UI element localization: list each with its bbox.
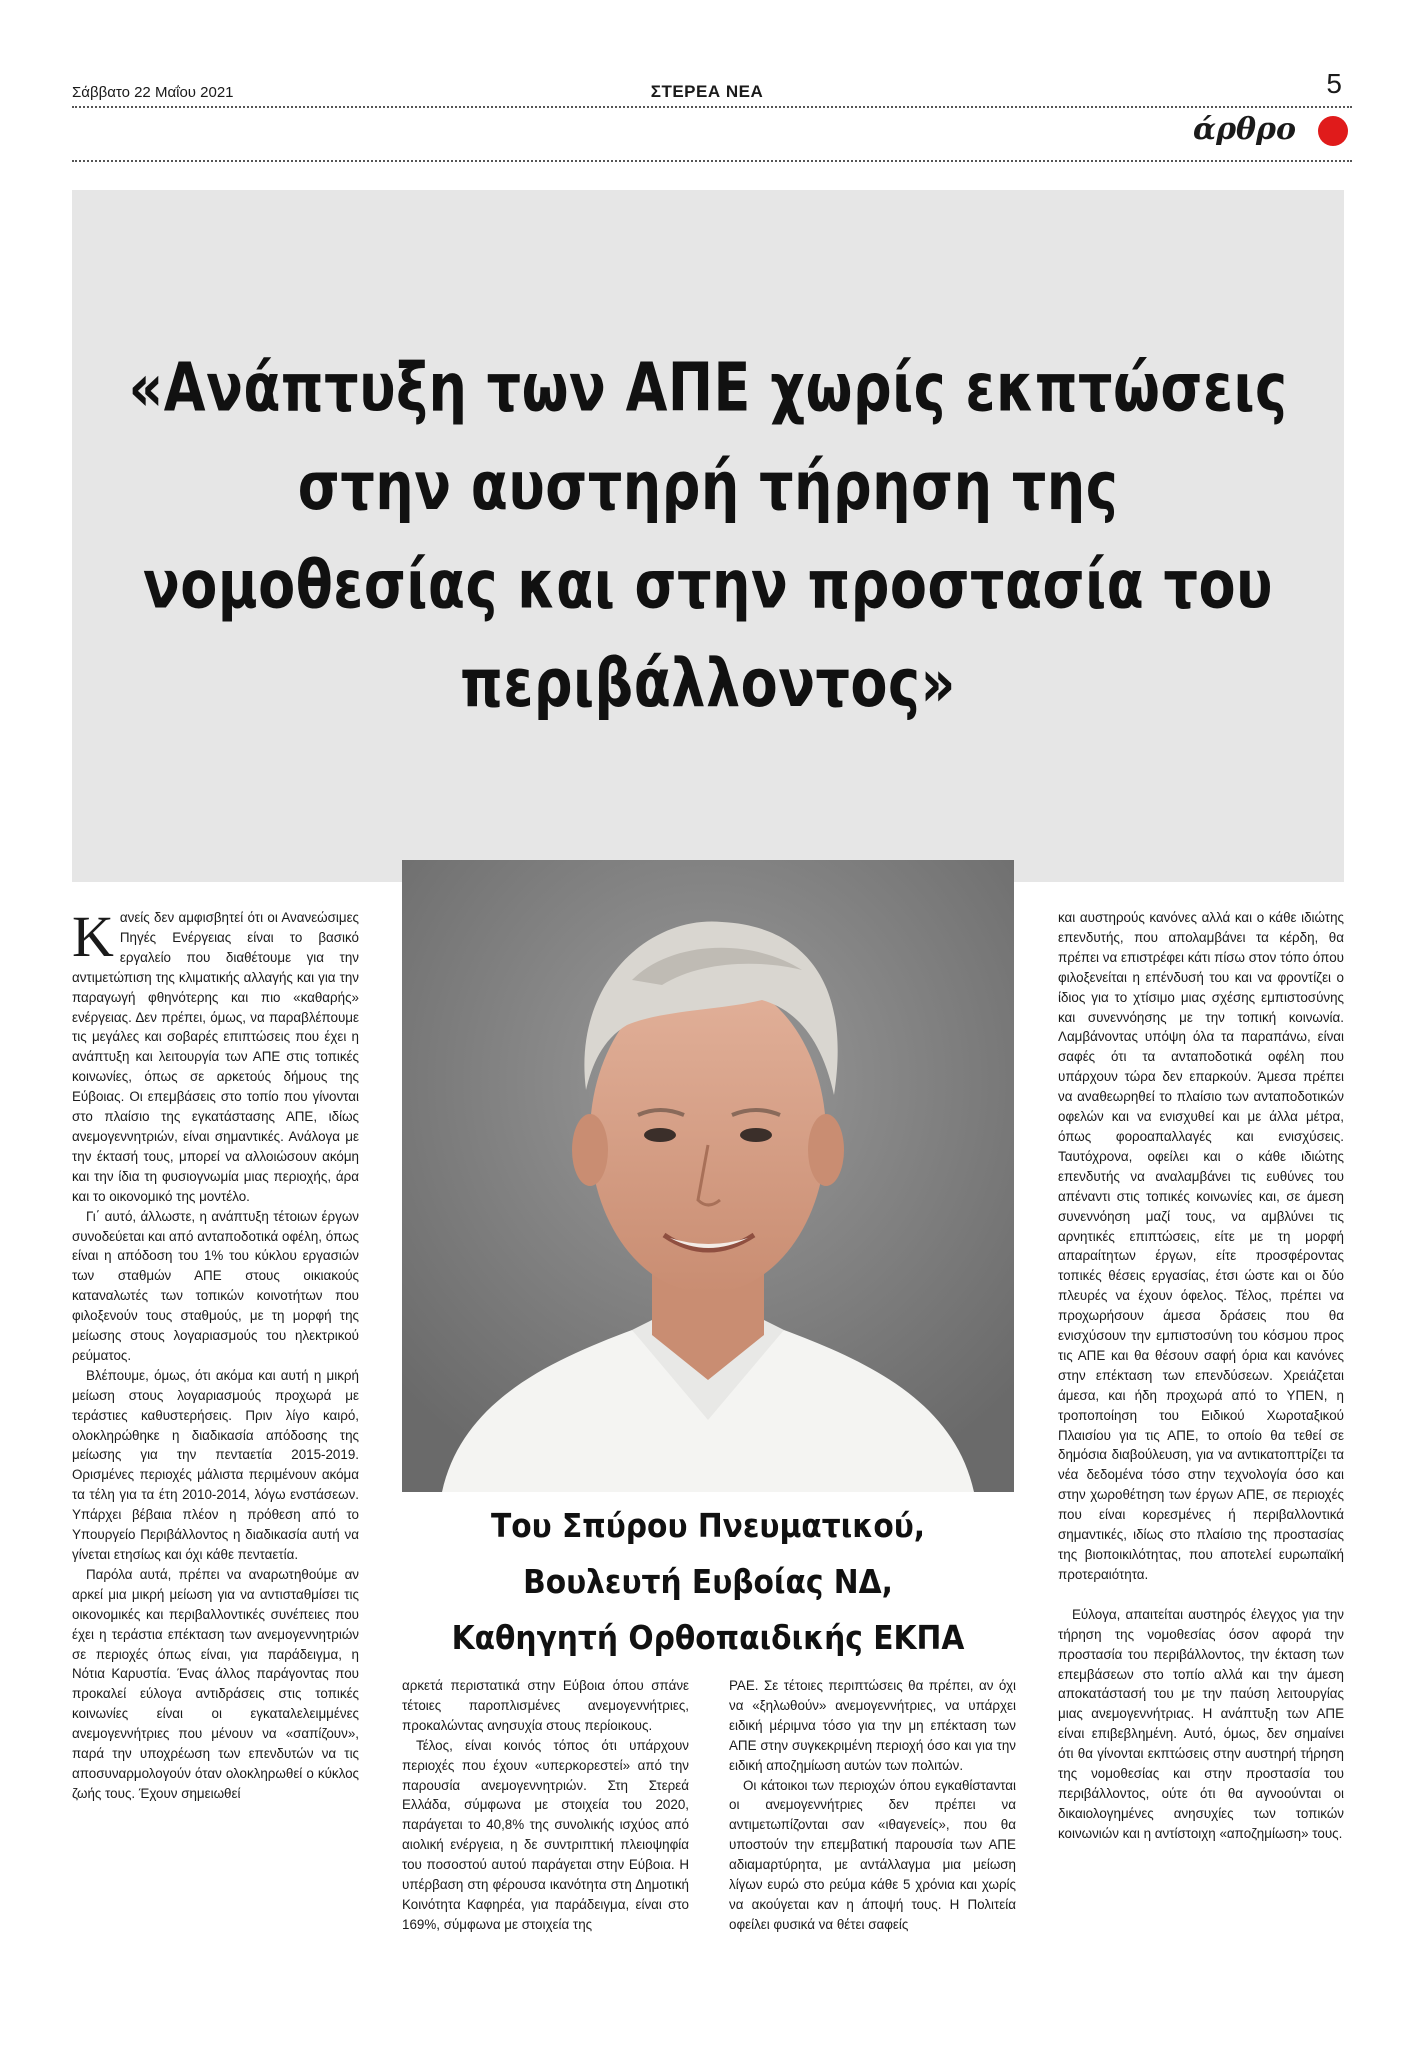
paragraph: Οι κάτοικοι των περιοχών όπου εγκαθίστανται οι ανεμογεννήτριες δεν πρέπει να αντιμετωπίζονται σαν «ιθαγενείς», που θα υποστούν την επεμβατική παρουσία των ΑΠΕ αδιαμαρτύρητα, με αντάλλαγμα μια μείωση λίγων ευρώ στο ρεύμα κάθε 5 χρόνια και χωρίς να ακούγεται καν η άποψή τους. Η Πολιτεία οφείλει φυσικά να θέτει σαφείς: [729, 1777, 1016, 1932]
paragraph: [72, 904, 359, 1207]
drop-cap: Κ: [72, 904, 114, 969]
paragraph: Εύλογα, απαιτείται αυστηρός έλεγχος για την τήρηση της νομοθεσίας όσον αφορά την προστασία του περιβάλλοντος, την έκταση των επεμβάσεων στο τοπίο αλλά και την άμεση αποκατάστασή του με την παύση λειτουργίας μιας ανεμογεννήτριας. Η ανάπτυξη των ΑΠΕ είναι επιβεβλημένη. Αυτό, όμως, δεν σημαίνει ότι θα γίνονται εκπτώσεις στην αυστηρή τήρηση της νομοθεσίας και στην προστασία του περιβάλλοντος, ούτε ότι θα αγνοούνται οι δικαιολογημένες ανησυχίες των τοπικών κοινωνιών και η αντίστοιχη «αποζημίωση» τους.: [1058, 1606, 1344, 1841]
section-dot-icon: [1318, 116, 1348, 146]
headline-box: [72, 190, 1344, 882]
paragraph: Τέλος, είναι κοινός τόπος ότι υπάρχουν περιοχές που έχουν «υπερκορεστεί» από την παρουσία ανεμογεννητριών. Στη Στερεά Ελλάδα, σύμφωνα με στοιχεία του 2020, παράγεται το 40,8% της συνολικής ισχύος από αιολική ενέργεια, η δε συντριπτική πλειοψηφία του ποσοστού αυτού παράγεται στην Εύβοια. Η υπέρβαση στη φέρουσα ικανότητα στη Δημοτική Κοινότητα Καφηρέα, για παράδειγμα, είναι στο 169%, σύμφωνα με στοιχεία της: [402, 1737, 689, 1932]
section-label: άρθρο: [1192, 112, 1296, 147]
paragraph: Γι΄ αυτό, άλλωστε, η ανάπτυξη τέτοιων έργων συνοδεύεται και από ανταποδοτικά οφέλη, όπως είναι η απόδοση του 1% του κύκλου εργασιών των σταθμών ΑΠΕ στους οικιακούς καταναλωτές των τοπικών κοινοτήτων που φιλοξενούν τους σταθμούς, με τη μορφή της μείωσης στους λογαριασμούς του ηλεκτρικού ρεύματος.: [72, 1208, 359, 1363]
paragraph-text: ανείς δεν αμφισβητεί ότι οι Ανανεώσιμες Πηγές Ενέργειας είναι το βασικό εργαλείο που διαθέτουμε για την αντιμετώπιση της κλιματικής αλλαγής και για την παραγωγή φθηνότερης και πιο «καθαρής» ενέργειας. Δεν πρέπει, όμως, να παραβλέπουμε τις μεγάλες και σοβαρές επιπτώσεις που έχει η ανάπτυξη και λειτουργία των ΑΠΕ στις τοπικές κοινωνίες, όπως σε αρκετούς δήμους της Εύβοιας. Οι επεμβάσεις στο τοπίο που γίνονται στο πλαίσιο της εγκατάστασης ΑΠΕ, ιδίως ανεμογεννητριών, είναι σημαντικές. Ανάλογα με την έκτασή τους, μπορεί να αλλοιώσουν ακόμη και την ίδια τη φυσιογνωμία μιας περιοχής, άρα και το οικονομικό της μοντέλο.: [72, 910, 359, 1204]
section-divider: [72, 160, 1352, 162]
article-column-4: [1058, 908, 1344, 1844]
byline-role: Βουλευτή Ευβοίας ΝΔ,: [523, 1562, 893, 1601]
paragraph: αρκετά περιστατικά στην Εύβοια όπου σπάνε τέτοιες παροπλισμένες ανεμογεννήτριες, προκαλώντας ανησυχία στους περίοικους.: [402, 1678, 689, 1733]
author-byline: [402, 1492, 1014, 1692]
page-number: 5: [1326, 68, 1342, 99]
header-divider: [72, 106, 1352, 108]
paragraph: και αυστηρούς κανόνες αλλά και ο κάθε ιδιώτης επενδυτής, που απολαμβάνει τα κέρδη, θα πρέπει να επιστρέφει κάτι πίσω στον τόπο όπου φιλοξενείται η επένδυσή του και να φροντίζει ο ίδιος για το χτίσιμο μιας σχέσης εμπιστοσύνης και συνεννόησης με την τοπική κοινωνία. Λαμβάνοντας υπόψη όλα τα παραπάνω, είναι σαφές ότι τα ανταποδοτικά οφέλη που υπάρχουν τώρα δεν επαρκούν. Άμεσα πρέπει να αναθεωρηθεί το πλαίσιο των ανταποδοτικών οφελών και να ενισχυθεί και με άλλα μέτρα, όπως φοροαπαλλαγές και ενισχύσεις. Ταυτόχρονα, οφείλει και ο κάθε ιδιώτης επενδυτής να αναλαμβάνει τις ευθύνες του απέναντι στις τοπικές κοινωνίες και, σε άμεση συνεννόηση μαζί τους, να αμβλύνει τις αρνητικές επιπτώσεις, είτε με τη μορφή απαραίτητων έργων, είτε προσφέροντας τοπικές θέσεις εργασίας, έτσι ώστε και οι δύο πλευρές να έχουν όφελος. Τέλος, πρέπει να προχωρήσουν άμεσα δράσεις που θα ενισχύσουν την εμπιστοσύνη του κόσμου προς τις ΑΠΕ και θα θέσουν σαφή όρια και κανόνες στην επέκταση των επενδύσεων. Χρειάζεται άμεσα, και ήδη προχωρά από το ΥΠΕΝ, η τροποποίηση του Ειδικού Χωροταξικού Πλαισίου για τις ΑΠΕ, το οποίο θα τεθεί σε δημόσια διαβούλευση, για να αντικατοπτρίζει τα νέα δεδομένα τόσο στην τεχνολογία όσο και στην χωροθέτηση των έργων ΑΠΕ, σε περιοχές που είναι κορεσμένες ή περιβαλλοντικά σημαντικές, ιδίως στο πλαίσιο της προστασίας της βιοποικιλότητας, που αποτελεί ευρωπαϊκή προτεραιότητα.: [1058, 910, 1344, 1582]
byline-title: Καθηγητή Ορθοπαιδικής ΕΚΠΑ: [451, 1618, 965, 1657]
newspaper-name: ΣΤΕΡΕΑ ΝΕΑ: [650, 82, 764, 101]
article-column-3: [729, 1676, 1016, 1935]
issue-date: Σάββατο 22 Μαΐου 2021: [72, 84, 234, 101]
article-column-2: [402, 1676, 689, 1935]
byline-author: Του Σπύρου Πνευματικού,: [490, 1506, 926, 1545]
paragraph: ΡΑΕ. Σε τέτοιες περιπτώσεις θα πρέπει, αν όχι να «ξηλωθούν» ανεμογεννήτριες, να υπάρχει ειδική μέριμνα τόσο για την μη επέκταση των ΑΠΕ στην συγκεκριμένη περιοχή όσο και για την ειδική αποζημίωση αυτών των πολιτών.: [729, 1678, 1016, 1773]
paragraph: Βλέπουμε, όμως, ότι ακόμα και αυτή η μικρή μείωση στους λογαριασμούς προχωρά με τεράστιες καθυστερήσεις. Πριν λίγο καιρό, ολοκληρώθηκε η διαδικασία απόδοσης της μείωσης για την πενταετία 2015-2019. Ορισμένες περιοχές μάλιστα περιμένουν ακόμα τα τέλη για τα έτη 2010-2014, λόγω ενστάσεων. Υπάρχει βέβαια πλέον η πρόθεση από το Υπουργείο Περιβάλλοντος η διαδικασία αυτή να γίνεται ετησίως και όχι κάθε πενταετία.: [72, 1367, 359, 1562]
article-column-1: [72, 904, 359, 1804]
article-headline: «Ανάπτυξη των ΑΠΕ χωρίς εκπτώσεις στην αυστηρή τήρηση της νομοθεσίας και στην προστασία του περιβάλλοντος»: [128, 348, 1288, 724]
portrait-illustration: [402, 860, 1014, 1492]
paragraph: Παρόλα αυτά, πρέπει να αναρωτηθούμε αν αρκεί μια μικρή μείωση για να αντισταθμίσει τις οικονομικές και περιβαλλοντικές συνέπειες που έχει η τεράστια επέκταση των ανεμογεννητριών σε περιοχές όπως είναι, για παράδειγμα, η Νότια Καρυστία. Ένας άλλος παράγοντας που προκαλεί εύλογα αντιδράσεις στις τοπικές κοινωνίες είναι οι εγκαταλελειμμένες ανεμογεννήτριες που μένουν να «σαπίζουν», παρά την υποχρέωση των επενδυτών να τις αποσυναρμολογούν όταν ολοκληρωθεί ο κύκλος ζωής τους. Έχουν σημειωθεί: [72, 1566, 359, 1801]
author-portrait-photo: [402, 860, 1014, 1492]
